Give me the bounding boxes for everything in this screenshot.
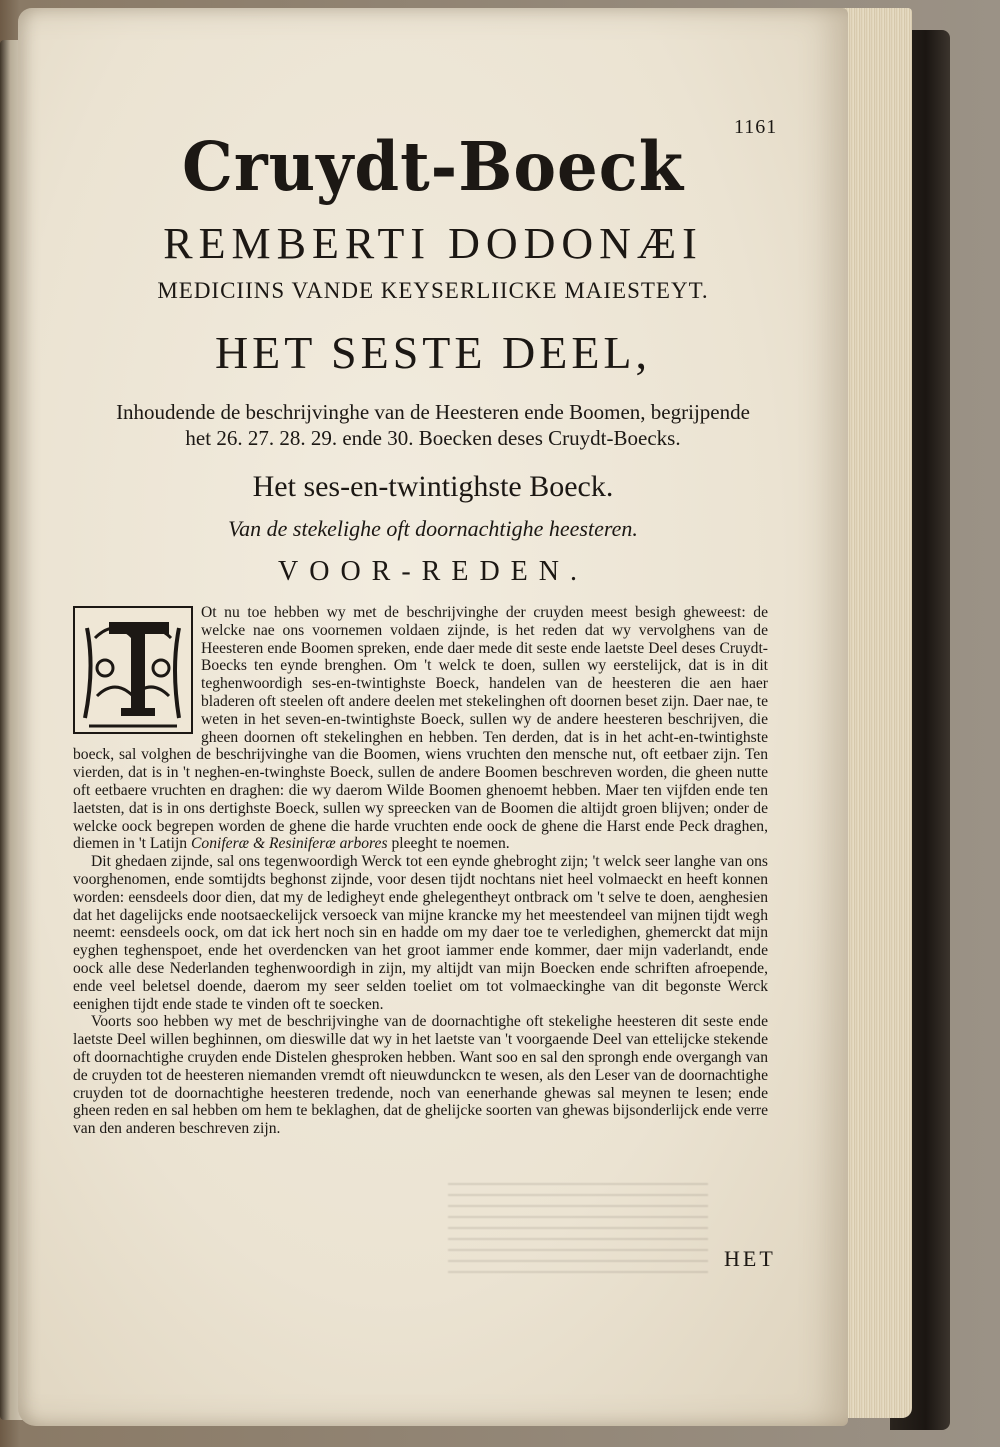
book-title: Het ses-en-twintighste Boeck. <box>252 470 614 503</box>
running-title: Cruydt-Boeck <box>181 128 685 207</box>
latin-term: Coniferæ & Resiniferæ arbores <box>191 835 388 853</box>
paragraph-1: Ot nu toe hebben wy met de beschrijvinghe der cruyden meest besigh gheweest: de welcke nae ons voornemen voldaen zijnde, is het reden dat wy vervolghens van de Heesteren ende Boomen spreken, ende daer mede dit seste ende laetste Deel deses Cruydt-Boecks ten eynde brenghen. Om 't welck te doen, sullen wy eerstelijck, dat is in dit teghenwoordigh ses-en-twintighste Boeck, handelen van de heesteren die aen haer bladeren oft steelen oft andere deelen met stekelinghen oft doornen beset zijn. Daer nae, te weten in het seven-en-twintighste Boeck, sullen wy de andere heesteren beschrijven, die gheen doornen oft stekelinghen en hebben. Ten derden, dat is in het acht-en-twintighste boeck, sal volghen de beschrijvinghe van die Boomen, wiens vruchten den mensche nut, oft eetbaer zijn. Ten vierden, dat is in 't neghen-en-twinghste Boeck, sullen de andere Boomen beschreven worden, die gheen nutte oft eetbaere vruchten en draghen: die wy daerom Wilde Boomen ghenoemt hebben. Maer ten vijfden ende ten laetsten, dat is in ons dertighste Boeck, sullen wy spreecken van de Boomen die altijdt groen blijven; onder de welcke oock begrepen worden de ghene die harde vruchten ende oock de ghene die Harst ende Peck draghen, diemen in 't Latijn Coniferæ & Resiniferæ arbores pleeght te noemen. <box>73 604 768 853</box>
book-page <box>18 8 848 1426</box>
preface-title: VOOR-REDEN. <box>278 556 588 587</box>
decorated-initial-t-icon <box>73 606 193 734</box>
body-text <box>73 604 768 1138</box>
subtitle-line-1: Inhoudende de beschrijvinghe van de Heesteren ende Boomen, begrijpende <box>116 400 750 424</box>
page-stack <box>840 8 912 1418</box>
paragraph-2: Dit ghedaen zijnde, sal ons tegenwoordigh Werck tot een eynde ghebroght zijn; 't welck seer langhe van ons voorghenomen, ende somtijdts beghonst zijnde, voor desen tijdt nochtans niet heel volmaeckt en heeft konnen worden: eensdeels door dien, dat my de ledigheyt ende ghelegentheyt ontbrack om 't selve te doen, aenghesien dat het dagelijcks ende nootsaeckelijck versoeck van mijne krancke my het meestendeel van mijnen tijdt wegh neemt: eensdeels oock, om dat ick hert noch sin en hadde om my daer toe te verledighen, ghemerckt dat mijn eyghen teghenspoet, ende het overdencken van het groot iammer ende kommer, daer mijn vaderlandt, ende oock alle dese Nederlanden teghenwoordigh in zijn, my altijdt van mijn Boecken ende schriften afroepende, ende veel beletsel doende, daerom my seer selden toeliet om tot volmaeckinghe van dit begonste Werck eenighen tijdt ende stade te vinden oft te soecken. <box>73 853 768 1013</box>
catchword: HET <box>724 1246 776 1271</box>
author-name: REMBERTI DODONÆI <box>163 219 703 268</box>
page-number: 1161 <box>734 116 778 138</box>
part-title: HET SESTE DEEL, <box>214 327 652 378</box>
subtitle-line-2: het 26. 27. 28. 29. ende 30. Boecken deses Cruydt-Boecks. <box>185 426 681 450</box>
show-through-text <box>448 1183 708 1273</box>
book-subtitle: Van de stekelighe oft doornachtighe heesteren. <box>228 516 638 541</box>
paragraph-3: Voorts soo hebben wy met de beschrijvinghe van de doornachtighe oft stekelighe heesteren dit seste ende laetste Deel willen beghinnen, om dieswille dat wy in het laetste van 't voorgaende Deel van ettelijcke stekende oft doornachtighe cruyden ende Distelen ghesproken hebben. Want soo en sal den sprongh ende overgangh van de cruyden tot de heesteren niemanden vremdt oft nieuwdunckcn te wesen, als den Leser van de doornachtighe cruyden tot de doornachtighe heesteren tredende, noch van eenerhande ghewas sal meynen te lesen; ende gheen reden en sal hebben om hem te beklaghen, dat de ghelijcke soorten van ghewas bijsonderlijck ende verre van den anderen beschreven zijn. <box>73 1013 768 1138</box>
author-title: MEDICIINS VANDE KEYSERLIICKE MAIESTEYT. <box>157 278 709 303</box>
